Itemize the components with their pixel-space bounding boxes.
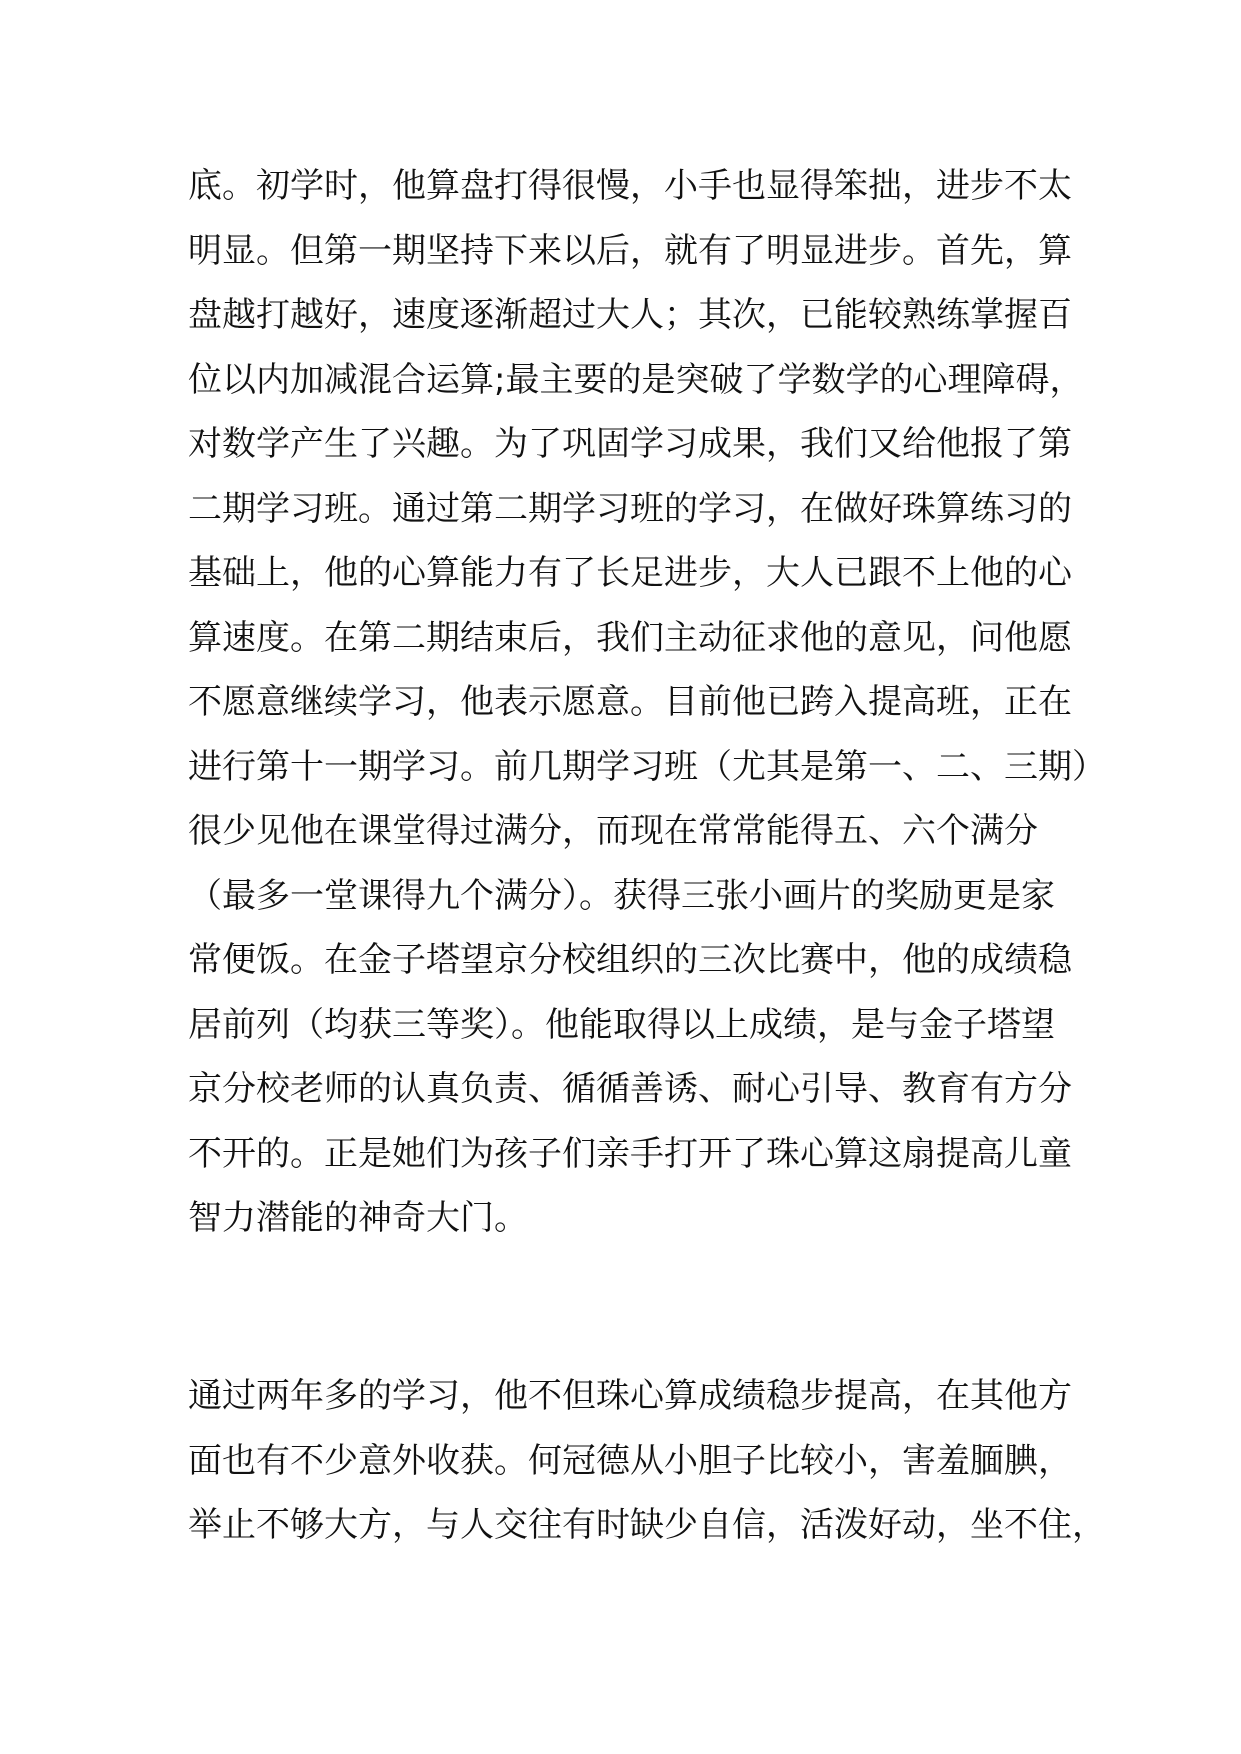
text-line: 京分校老师的认真负责、循循善诱、耐心引导、教育有方分 [188, 1069, 1072, 1109]
text-line: 盘越打越好，速度逐渐超过大人；其次，已能较熟练掌握百 [188, 295, 1072, 335]
text-line: 不愿意继续学习，他表示愿意。目前他已跨入提高班，正在 [188, 682, 1072, 722]
text-line: 常便饭。在金子塔望京分校组织的三次比赛中，他的成绩稳 [188, 940, 1072, 980]
text-line: 智力潜能的神奇大门。 [188, 1198, 528, 1238]
text-line: 二期学习班。通过第二期学习班的学习，在做好珠算练习的 [188, 488, 1072, 529]
text-line: 明显。但第一期坚持下来以后，就有了明显进步。首先，算 [188, 230, 1072, 271]
text-line: 通过两年多的学习，他不但珠心算成绩稳步提高，在其他方 [188, 1376, 1072, 1416]
text-line: 面也有不少意外收获。何冠德从小胆子比较小，害羞腼腆， [188, 1440, 1072, 1481]
text-line: 居前列（均获三等奖）。他能取得以上成绩，是与金子塔望 [188, 1004, 1055, 1045]
text-line: 算速度。在第二期结束后，我们主动征求他的意见，问他愿 [188, 617, 1072, 658]
text-line: 基础上，他的心算能力有了长足进步，大人已跟不上他的心 [188, 553, 1072, 593]
text-line: 底。初学时，他算盘打得很慢，小手也显得笨拙，进步不太 [188, 166, 1072, 206]
text-line: 很少见他在课堂得过满分，而现在常常能得五、六个满分 [188, 811, 1038, 851]
text-line: 举止不够大方，与人交往有时缺少自信，活泼好动，坐不住， [188, 1505, 1106, 1545]
paragraph-2 [188, 1364, 1106, 1558]
paragraph-1 [188, 154, 1106, 1251]
text-line: 位以内加减混合运算;最主要的是突破了学数学的心理障碍， [188, 359, 1084, 400]
text-line: 对数学产生了兴趣。为了巩固学习成果，我们又给他报了第 [188, 424, 1072, 464]
text-line: 进行第十一期学习。前几期学习班（尤其是第一、二、三期） [188, 746, 1106, 787]
text-line: （最多一堂课得九个满分）。获得三张小画片的奖励更是家 [188, 875, 1055, 916]
text-line: 不开的。正是她们为孩子们亲手打开了珠心算这扇提高儿童 [188, 1133, 1072, 1174]
